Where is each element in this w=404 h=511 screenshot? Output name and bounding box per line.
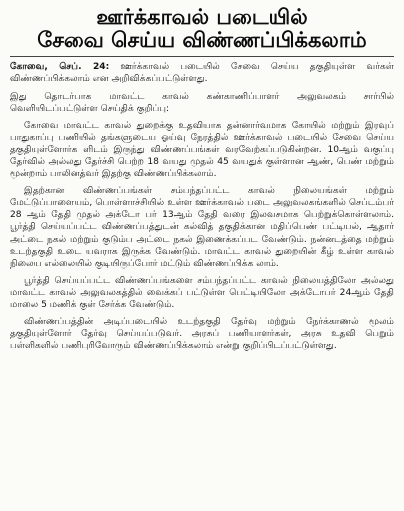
headline-divider xyxy=(10,56,394,57)
article-paragraph-3: இதற்கான விண்ணப்பங்கள் சம்பந்தப்பட்ட காவல் நிலையங்கள் மற்றும் மேட்டுப்பாளையம், பொள்ளாச்சியில் உள்ள ஊர்க்காவல் படை அலுவலகங்களில் செப்டம்பர் 28 ஆம் தேதி முதல் அக்டோ பர் 13ஆம் தேதி வரை இலவசமாக பெற்றுக்கொள்ளலாம். பூர்த்தி செய்யப்பட்ட விண்ணப்பத்துடன் கல்வித் தகுதிக்கான மதிப்பெண் பட்டியல், ஆதார் அட்டை நகல் மற்றும் குடும்ப அட்டை நகல் இணைக்கப்பட வேண்டும். நன்னடத்தை மற்றும் உடற்தகுதி உடை யவராக இருக்க வேண்டும். மாவட்ட காவல் துறையின் கீழ் உள்ள காவல் நிலைய எல்லையில் குடியிருப்போர் மட்டும் விண்ணப்பிக்க லாம். xyxy=(10,186,394,269)
article-paragraph-2: கோவை மாவட்ட காவல் துறைக்கு உதவியாக தன்னார்வமாக கோயில் மற்றும் இரவுப் பாதுகாப்பு பணியில் தங்களுடைய ஓய்வு நேரத்தில் ஊர்க்காவல் படையில் சேவை செய்ய தகுதியுள்ளோர்க ளிடம் இருந்து விண்ணப்பங்கள் வரவேற்கப்படுகின்றன. 10ஆம் வகுப்பு தேர்வில் அல்லது தேர்ச்சி பெற்ற 18 வயது முதல் 45 வயதுக் குள்ளான ஆண், பெண் மற்றும் மூன்றாம் பாலினத்வர் இதற்கு விண்ணப்பிக்கலாம். xyxy=(10,120,394,180)
dateline: கோவை, செப். 24: xyxy=(10,62,110,73)
article-lead-paragraph xyxy=(10,61,394,85)
headline xyxy=(10,6,394,51)
article-paragraph-5: விண்ணப்பத்தின் அடிப்படையில் உடற்தகுதி தேர்வு மற்றும் நேர்க்காணல் மூலம் தகுதியுள்ளோர் தேர்வு செய்யப்படுவர். அரசுப் பணியாளர்கள், அரசு உதவி பெறும் பள்ளிகளில் பணிபுரிவோரும் விண்ணப்பிக்கலாம் என்று குறிப்பிடப்பட்டுள்ளது. xyxy=(10,317,394,352)
lead-text: ஊர்க்காவல் படையில் சேவை செய்ய தகுதியுள்ள வர்கள் விண்ணப்பிக்கலாம் என அறிவிக்கப்பட்டுள்ளது. xyxy=(10,62,394,85)
article-paragraph-4: பூர்த்தி செய்யப்பட்ட விண்ணப்பங்களை சம்பந்தப்பட்ட காவல் நிலையத்திலோ அல்லது மாவட்ட காவல் அலுவலகத்தில் வைக்கப் பட்டுள்ள பெட்டியிலோ அக்டோபர் 24ஆம் தேதி மாலை 5 மணிக் குள் சேர்க்க வேண்டும். xyxy=(10,275,394,311)
article-paragraph-1: இது தொடர்பாக மாவட்ட காவல் கண்காணிப்பாளர் அலுவலகம் சார்பில் வெளியிடப்பட்டுள்ள செய்திக் குறிப்பு: xyxy=(10,91,394,114)
headline-line-2: சேவை செய்ய விண்ணப்பிக்கலாம் xyxy=(37,27,367,52)
headline-line-1: ஊர்க்காவல் படையில் xyxy=(96,5,308,29)
article-body xyxy=(10,61,394,352)
